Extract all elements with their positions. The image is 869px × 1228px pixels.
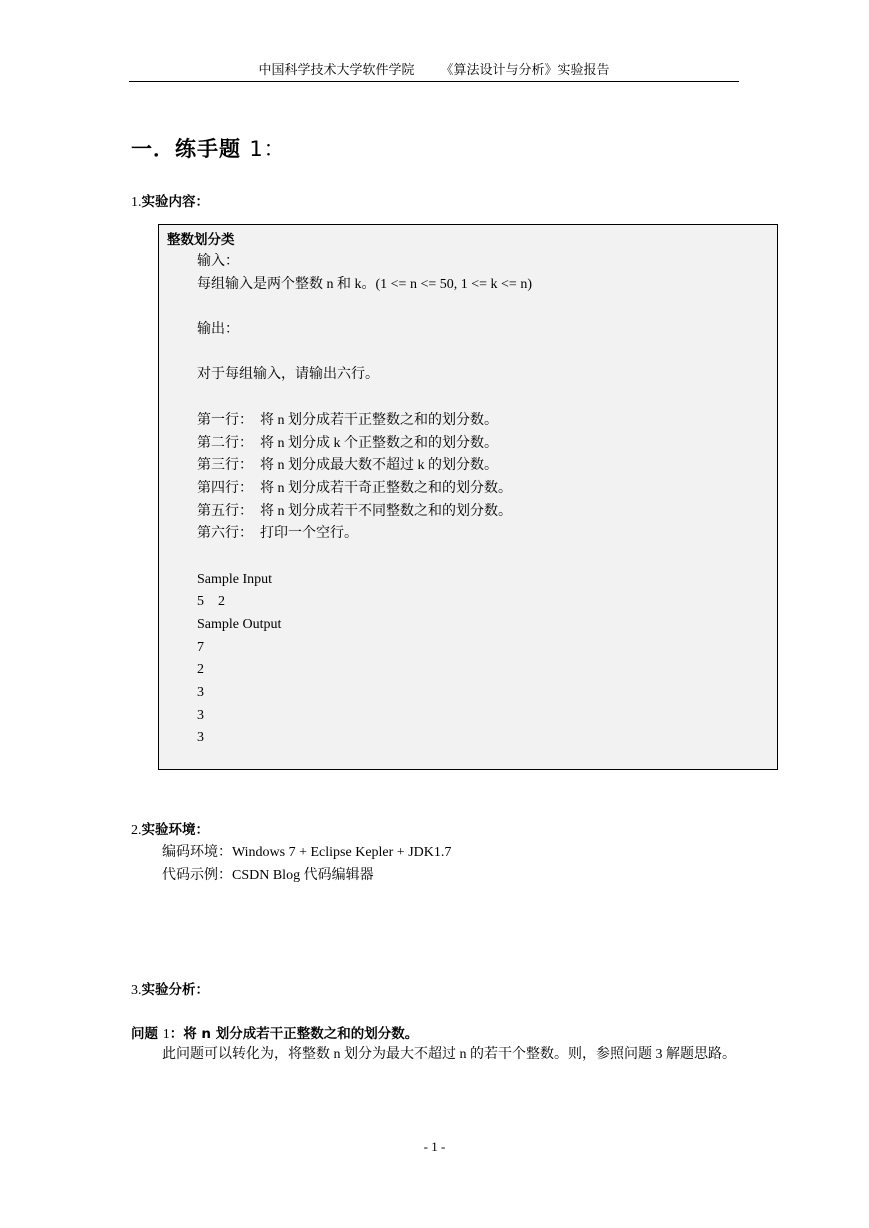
problem-line xyxy=(197,387,532,410)
problem-line: 对于每组输入，请输出六行。 xyxy=(197,367,379,383)
env-coding: 编码环境：Windows 7 + Eclipse Kepler + JDK1.7 xyxy=(162,845,452,860)
problem-line: 第六行： 打印一个空行。 xyxy=(197,526,358,542)
problem-line: 3 xyxy=(197,707,204,723)
env-example: 代码示例：CSDN Blog 代码编辑器 xyxy=(162,868,374,883)
problem-line: 第四行： 将 n 划分成若干奇正整数之和的划分数。 xyxy=(197,480,512,496)
header-course: 《算法设计与分析》实验报告 xyxy=(440,62,610,77)
problem-line: 第三行： 将 n 划分成最大数不超过 k 的划分数。 xyxy=(197,458,498,474)
question1-title xyxy=(131,1022,418,1043)
problem-line: 第五行： 将 n 划分成若干不同整数之和的划分数。 xyxy=(197,503,512,519)
section2-num: 2. xyxy=(131,823,142,838)
problem-line: 2 xyxy=(197,662,204,678)
section1-title xyxy=(131,190,209,211)
problem-line xyxy=(197,342,532,365)
heading-number: 1： xyxy=(249,137,286,161)
question1-body: 此问题可以转化为，将整数 n 划分为最大不超过 n 的若干个整数。则，参照问题 3 解题思路。 xyxy=(162,1047,736,1062)
section-heading xyxy=(131,133,286,163)
problem-line: 5 2 xyxy=(197,594,225,610)
section3-num: 3. xyxy=(131,983,142,998)
section1-label: 实验内容： xyxy=(141,194,209,210)
question1-prefix: 问题 xyxy=(131,1026,158,1042)
header-school: 中国科学技术大学软件学院 xyxy=(258,62,415,77)
problem-line: 3 xyxy=(197,685,204,701)
page-header xyxy=(129,62,739,82)
section3-label: 实验分析： xyxy=(141,982,209,998)
problem-line: 输出： xyxy=(197,322,239,338)
problem-line xyxy=(197,546,532,569)
heading-text: 一．练手题 xyxy=(131,137,241,161)
problem-line: 输入： xyxy=(197,254,239,269)
problem-lines xyxy=(197,251,532,750)
problem-line: 3 xyxy=(197,730,204,746)
problem-line xyxy=(197,296,532,319)
section2-title xyxy=(131,818,209,839)
page-number: - 1 - xyxy=(423,1139,446,1154)
question1-number: 1 xyxy=(162,1027,170,1042)
problem-line: 7 xyxy=(197,639,204,655)
problem-line: 每组输入是两个整数 n 和 k。(1 <= n <= 50, 1 <= k <= n) xyxy=(197,276,532,292)
question1-text: ：将 n 划分成若干正整数之和的划分数。 xyxy=(169,1026,419,1042)
section3-title xyxy=(131,978,209,999)
problem-line: Sample Input xyxy=(197,571,273,587)
problem-box xyxy=(158,224,778,770)
section1-num: 1. xyxy=(131,195,142,210)
problem-line: Sample Output xyxy=(197,617,282,632)
section2-label: 实验环境： xyxy=(141,822,209,838)
problem-line: 第一行： 将 n 划分成若干正整数之和的划分数。 xyxy=(197,412,498,428)
problem-line: 第二行： 将 n 划分成 k 个正整数之和的划分数。 xyxy=(197,435,498,451)
problem-title: 整数划分类 xyxy=(167,232,235,248)
